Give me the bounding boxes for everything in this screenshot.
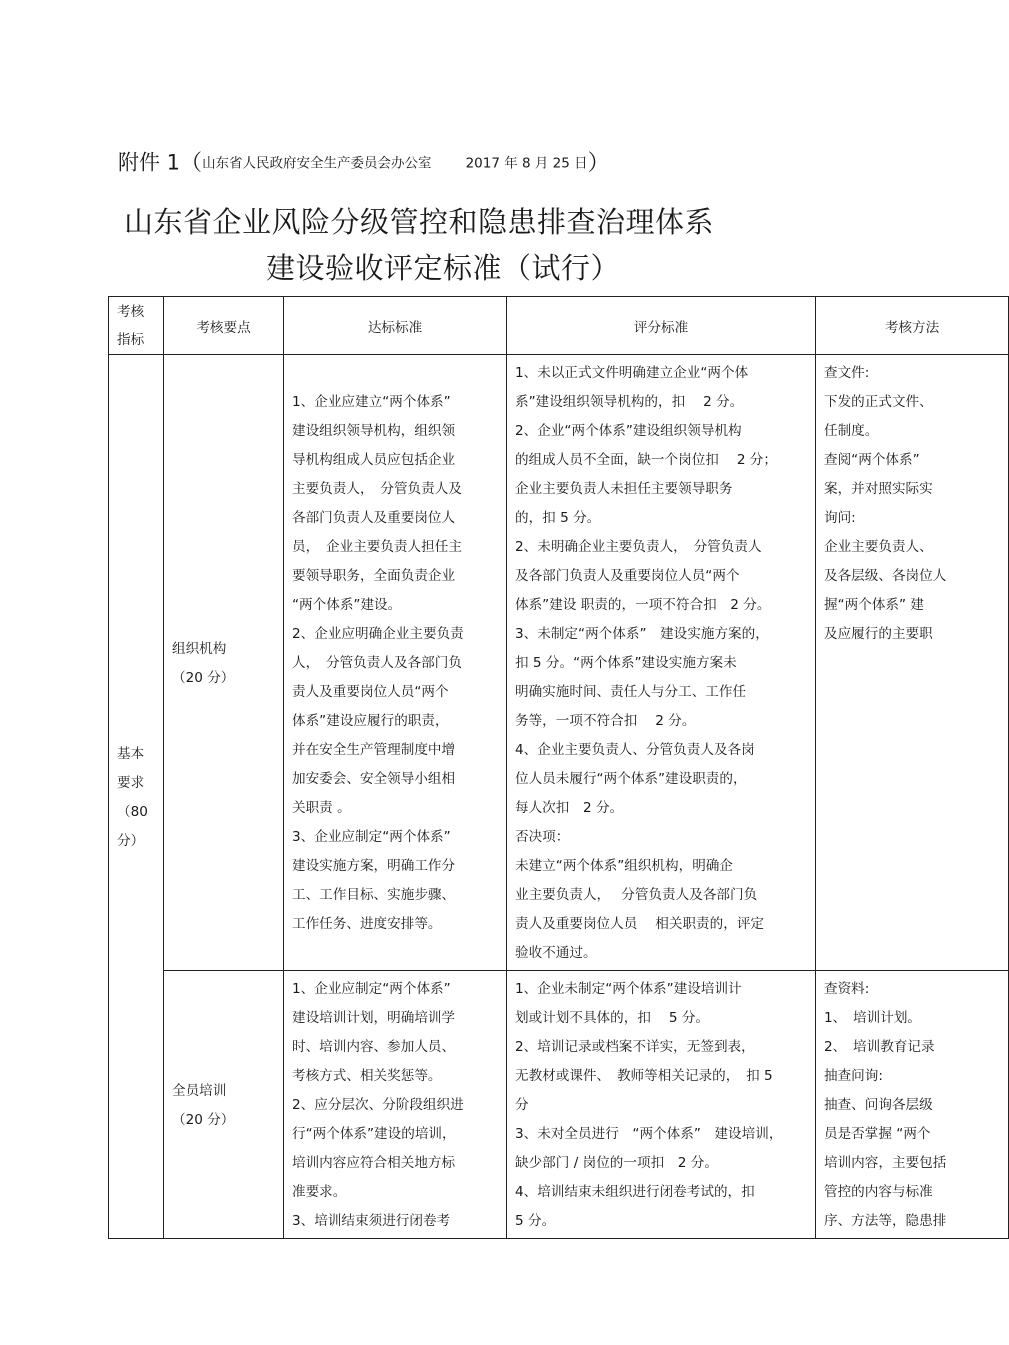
text-line: 1、 培训计划。 — [824, 1010, 922, 1026]
text-line: 员， 企业主要负责人担任主 — [292, 539, 462, 555]
text-line: 组织机构 — [172, 640, 227, 657]
text-line: 务等，一项不符合扣 2 分。 — [515, 713, 696, 729]
text-line: 要领导职务，全面负责企业 — [292, 568, 456, 584]
text-line: 系”建设组织领导机构的，扣 2 分。 — [515, 394, 744, 410]
standard-cell — [284, 355, 507, 971]
text-line: 管控的内容与标准 — [824, 1184, 933, 1200]
text-line: 4、企业主要负责人、分管负责人及各岗 — [515, 742, 755, 758]
issue-date: 2017 年 8 月 25 日 — [465, 155, 588, 172]
text-line: 企业主要负责人未担任主要领导职务 — [515, 481, 733, 497]
text-line: 业主要负责人， 分管负责人及各部门负 — [515, 887, 758, 903]
paren-open: （ — [180, 151, 203, 176]
text-line: 关职责 。 — [292, 800, 351, 816]
text-line: 准要求。 — [292, 1184, 347, 1200]
text-line: 验收不通过。 — [515, 945, 597, 961]
text-line: 查阅“两个体系” — [824, 452, 920, 468]
text-line: （20 分） — [172, 1111, 235, 1128]
text-line: 考核方式、相关奖惩等。 — [292, 1068, 442, 1084]
text-line: 案，并对照实际实 — [824, 481, 933, 497]
text-line: 培训内容应符合相关地方标 — [292, 1155, 456, 1171]
text-line: 员是否掌握 “两个 — [824, 1126, 931, 1142]
text-line: 体系”建设 职责的，一项不符合扣 2 分。 — [515, 597, 771, 613]
attachment-label: 附件 1 — [118, 150, 181, 175]
text-line: 3、未制定“两个体系” 建设实施方案的， — [515, 626, 769, 642]
text-line: 划或计划不具体的，扣 5 分。 — [515, 1010, 710, 1026]
text-line: 握“两个体系” 建 — [824, 597, 924, 613]
text-line: 建设组织领导机构，组织领 — [292, 423, 456, 439]
text-line: 5 分。 — [515, 1213, 556, 1229]
text-line: 主要负责人， 分管负责人及 — [292, 481, 462, 497]
text-line: 每人次扣 2 分。 — [515, 800, 624, 816]
point-cell — [164, 971, 284, 1239]
standards-table-wrapper — [108, 296, 950, 1229]
attachment-header — [118, 146, 610, 174]
text-line: 2、未明确企业主要负责人， 分管负责人 — [515, 539, 762, 555]
text-line: 位人员未履行“两个体系”建设职责的， — [515, 771, 747, 787]
text-line: 抽查问询: — [824, 1068, 883, 1084]
text-line: 分 — [515, 1097, 529, 1113]
text-line: 及应履行的主要职 — [824, 626, 933, 642]
text-line: 1、未以正式文件明确建立企业“两个体 — [515, 365, 749, 381]
text-line: “两个体系”建设。 — [292, 597, 402, 613]
text-line: 4、培训结束未组织进行闭卷考试的，扣 — [515, 1184, 755, 1200]
text-line: 及各层级、各岗位人 — [824, 568, 947, 584]
text-line: 的，扣 5 分。 — [515, 510, 601, 526]
text-line: 人， 分管负责人及各部门负 — [292, 655, 462, 671]
standard-cell — [284, 971, 507, 1239]
text-line: 序、方法等，隐患排 — [824, 1213, 947, 1229]
text-line: 体系”建设应履行的职责， — [292, 713, 449, 729]
text-line: 1、企业应制定“两个体系” — [292, 981, 451, 997]
text-line: 抽查、问询各层级 — [824, 1097, 933, 1113]
text-line: 并在安全生产管理制度中增 — [292, 742, 456, 758]
text-line: 导机构组成人员应包括企业 — [292, 452, 456, 468]
paren-close: ） — [587, 151, 610, 176]
text-line: 无教材或课件、 教师等相关记录的， 扣 5 — [515, 1068, 773, 1084]
text-line: （80 — [117, 803, 148, 820]
text-line: 行“两个体系”建设的培训， — [292, 1126, 456, 1142]
text-line: 1、企业应建立“两个体系” — [292, 394, 451, 410]
text-line: 查资料: — [824, 981, 870, 997]
text-line: 各部门负责人及重要岗位人 — [292, 510, 456, 526]
text-line: 缺少部门 / 岗位的一项扣 2 分。 — [515, 1155, 718, 1171]
text-line: 3、未对全员进行 “两个体系” 建设培训， — [515, 1126, 783, 1142]
text-line: 时、培训内容、参加人员、 — [292, 1039, 456, 1055]
text-line: 查文件: — [824, 365, 870, 381]
table-row — [109, 355, 1009, 971]
document-title-line1: 山东省企业风险分级管控和隐患排查治理体系 — [124, 205, 715, 239]
text-line: 建设培训计划，明确培训学 — [292, 1010, 456, 1026]
header-cell-method: 考核方法 — [816, 297, 1009, 355]
standards-table — [108, 296, 1009, 1239]
text-line: 下发的正式文件、 — [824, 394, 933, 410]
text-line: 2、企业应明确企业主要负责 — [292, 626, 464, 642]
table-header-row — [109, 297, 1009, 355]
text-line: 未建立“两个体系”组织机构，明确企 — [515, 858, 733, 874]
text-line: 全员培训 — [172, 1082, 227, 1099]
text-line: 加安委会、安全领导小组相 — [292, 771, 456, 787]
text-line: 企业主要负责人、 — [824, 539, 933, 555]
header-cell-indicator: 考核 指标 — [109, 297, 164, 355]
method-cell — [816, 971, 1009, 1239]
text-line: 否决项： — [515, 829, 570, 845]
text-line: 询问: — [824, 510, 856, 526]
header-cell-scoring: 评分标准 — [507, 297, 816, 355]
text-line: 2、企业“两个体系”建设组织领导机构 — [515, 423, 742, 439]
text-line: 扣 5 分。“两个体系”建设实施方案未 — [515, 655, 737, 671]
text-line: 2、培训记录或档案不详实，无签到表， — [515, 1039, 755, 1055]
text-line: 分） — [117, 832, 145, 849]
text-line: 工作任务、进度安排等。 — [292, 916, 442, 932]
text-line: 3、培训结束须进行闭卷考 — [292, 1213, 451, 1229]
table-row — [109, 971, 1009, 1239]
text-line: 工、工作目标、实施步骤、 — [292, 887, 456, 903]
text-line: 2、应分层次、分阶段组织进 — [292, 1097, 464, 1113]
text-line: 培训内容，主要包括 — [824, 1155, 947, 1171]
scoring-cell — [507, 971, 816, 1239]
text-line: 责人及重要岗位人员 相关职责的，评定 — [515, 916, 765, 932]
text-line: 建设实施方案，明确工作分 — [292, 858, 456, 874]
text-line: 3、企业应制定“两个体系” — [292, 829, 451, 845]
text-line: （20 分） — [172, 669, 235, 686]
text-line: 明确实施时间、责任人与分工、工作任 — [515, 684, 747, 700]
header-cell-standard: 达标标准 — [284, 297, 507, 355]
text-line: 要求 — [117, 774, 145, 791]
text-line: 及各部门负责人及重要岗位人员“两个 — [515, 568, 740, 584]
text-line: 1、企业未制定“两个体系”建设培训计 — [515, 981, 742, 997]
group-cell — [109, 355, 164, 1239]
document-title-line2: 建设验收评定标准（试行） — [266, 251, 621, 285]
text-line: 2、 培训教育记录 — [824, 1039, 935, 1055]
method-cell — [816, 355, 1009, 971]
text-line: 基本 — [117, 745, 145, 762]
text-line: 任制度。 — [824, 423, 879, 439]
text-line: 的组成人员不全面，缺一个岗位扣 2 分； — [515, 452, 777, 468]
header-cell-point: 考核要点 — [164, 297, 284, 355]
text-line: 责人及重要岗位人员“两个 — [292, 684, 449, 700]
point-cell — [164, 355, 284, 971]
scoring-cell — [507, 355, 816, 971]
issuer: 山东省人民政府安全生产委员会办公室 — [202, 155, 432, 172]
